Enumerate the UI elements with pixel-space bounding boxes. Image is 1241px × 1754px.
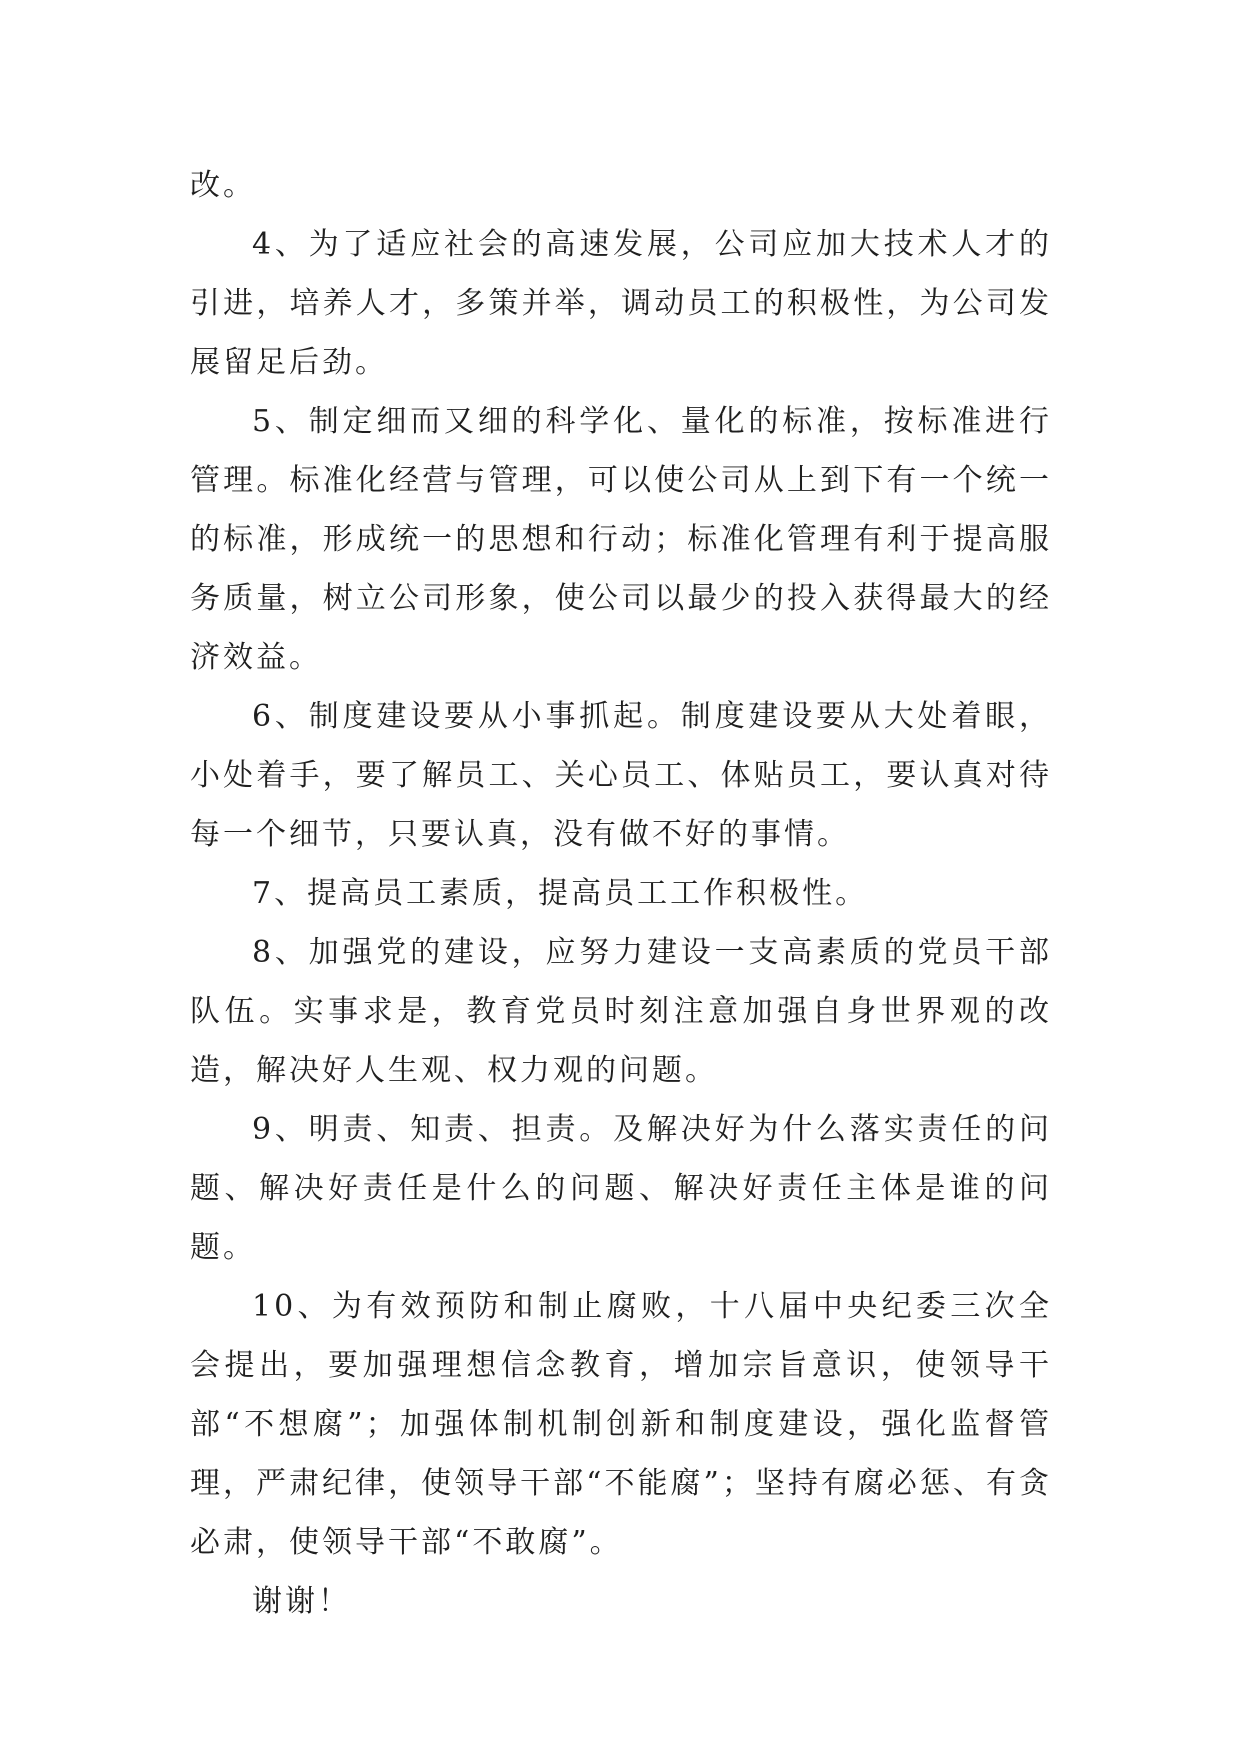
document-body xyxy=(190,156,1052,1631)
paragraph-item-5: 5、制定细而又细的科学化、量化的标准，按标准进行管理。标准化经营与管理，可以使公司从上到下有一个统一的标准，形成统一的思想和行动；标准化管理有利于提高服务质量，树立公司形象，使公司以最少的投入获得最大的经济效益。 xyxy=(190,404,1052,675)
paragraph-continuation: 改。 xyxy=(190,168,256,203)
paragraph-item-9: 9、明责、知责、担责。及解决好为什么落实责任的问题、解决好责任是什么的问题、解决好责任主体是谁的问题。 xyxy=(190,1112,1052,1265)
paragraph-item-6: 6、制度建设要从小事抓起。制度建设要从大处着眼，小处着手，要了解员工、关心员工、体贴员工，要认真对待每一个细节，只要认真，没有做不好的事情。 xyxy=(190,699,1052,852)
closing-thanks: 谢谢！ xyxy=(252,1584,351,1619)
paragraph-item-10: 10、为有效预防和制止腐败，十八届中央纪委三次全会提出，要加强理想信念教育，增加宗旨意识，使领导干部“不想腐”；加强体制机制创新和制度建设，强化监督管理，严肃纪律，使领导干部“不能腐”；坚持有腐必惩、有贪必肃，使领导干部“不敢腐”。 xyxy=(190,1289,1052,1560)
paragraph-item-4: 4、为了适应社会的高速发展，公司应加大技术人才的引进，培养人才，多策并举，调动员工的积极性，为公司发展留足后劲。 xyxy=(190,227,1052,380)
paragraph-item-8: 8、加强党的建设，应努力建设一支高素质的党员干部队伍。实事求是，教育党员时刻注意加强自身世界观的改造，解决好人生观、权力观的问题。 xyxy=(190,935,1052,1088)
paragraph-item-7: 7、提高员工素质，提高员工工作积极性。 xyxy=(252,876,869,911)
